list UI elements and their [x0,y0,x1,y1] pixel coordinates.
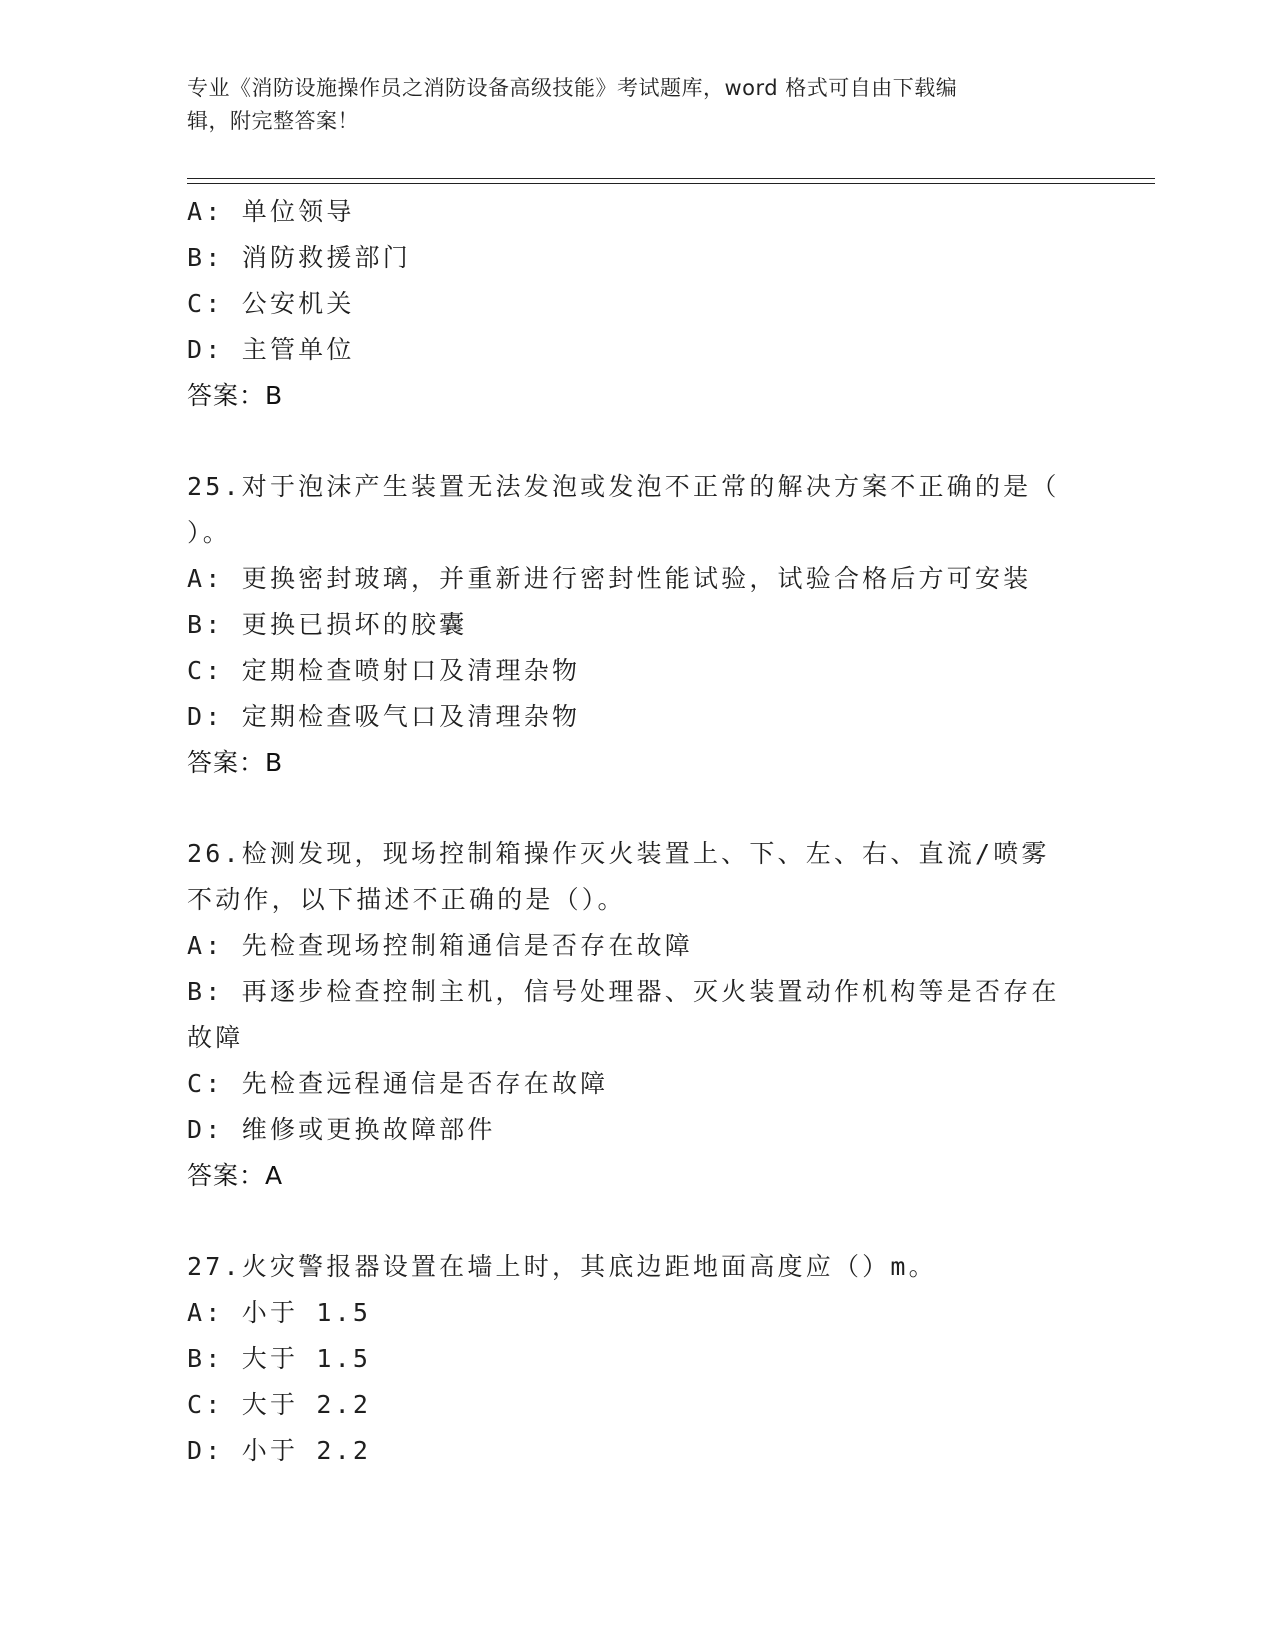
answer: 答案：B [187,748,284,777]
question-stem-line-1: 26.检测发现，现场控制箱操作灭火装置上、下、左、右、直流/喷雾 [187,839,1050,868]
option-c: C: 大于 2.2 [187,1390,372,1419]
question-stem-line-1: 27.火灾警报器设置在墙上时，其底边距地面高度应（）m。 [187,1252,937,1281]
question-list [187,189,1087,1474]
header-divider-top [187,178,1155,179]
option-d: D: 小于 2.2 [187,1436,372,1465]
option-c: C: 先检查远程通信是否存在故障 [187,1069,609,1098]
option-b: B: 大于 1.5 [187,1344,372,1373]
question-26 [187,831,1087,1199]
spacer [187,786,1087,831]
question-stem-line-1: 25.对于泡沫产生装置无法发泡或发泡不正常的解决方案不正确的是（ [187,472,1060,501]
option-b: B: 更换已损坏的胶囊 [187,610,468,639]
spacer [187,419,1087,464]
option-a: A: 更换密封玻璃，并重新进行密封性能试验，试验合格后方可安装 [187,564,1032,593]
option-b: B: 消防救援部门 [187,243,411,272]
header-line-1: 专业《消防设施操作员之消防设备高级技能》考试题库，word 格式可自由下载编 [187,76,958,100]
option-b-continued: 故障 [187,1023,244,1052]
answer: 答案：B [187,381,284,410]
option-a: A: 先检查现场控制箱通信是否存在故障 [187,931,693,960]
spacer [187,1199,1087,1244]
option-d: D: 主管单位 [187,335,355,364]
option-c: C: 定期检查喷射口及清理杂物 [187,656,581,685]
option-b: B: 再逐步检查控制主机，信号处理器、灭火装置动作机构等是否存在 [187,977,1060,1006]
question-27 [187,1244,1087,1474]
question-stem-line-2: 不动作，以下描述不正确的是（）。 [187,885,626,914]
header-divider-bottom [187,183,1155,184]
header-line-2: 辑，附完整答案！ [187,109,359,133]
answer: 答案：A [187,1161,284,1190]
option-d: D: 定期检查吸气口及清理杂物 [187,702,581,731]
option-a: A: 小于 1.5 [187,1298,372,1327]
question-stem-line-2: ）。 [187,518,231,547]
document-header [187,72,1087,138]
question-25 [187,464,1087,786]
question-24 [187,189,1087,419]
option-d: D: 维修或更换故障部件 [187,1115,496,1144]
option-c: C: 公安机关 [187,289,355,318]
option-a: A: 单位领导 [187,197,355,226]
